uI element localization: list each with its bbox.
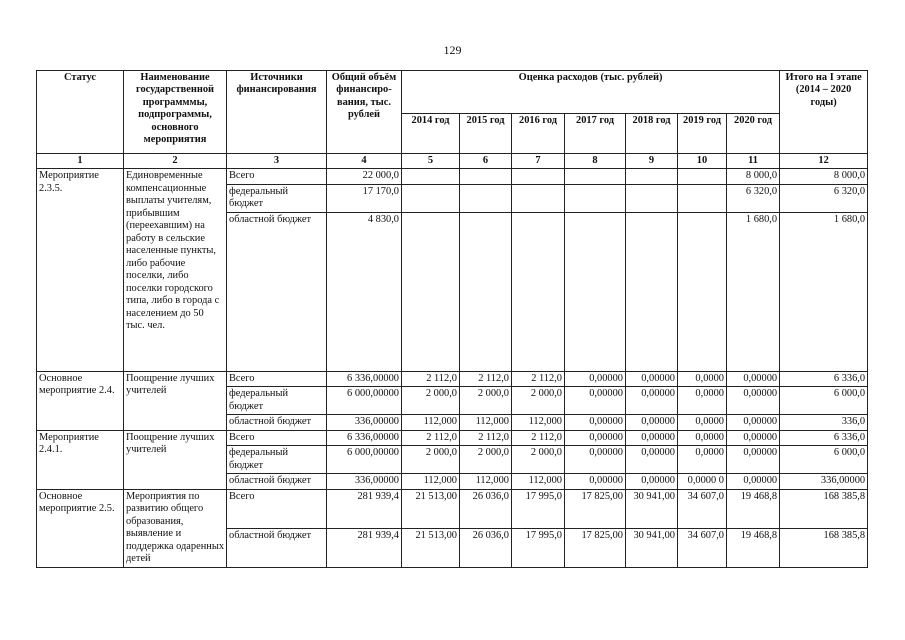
row-total: 22 000,0 <box>327 169 402 184</box>
row-source: федеральный бюджет <box>227 184 327 212</box>
header-stage-total: Итого на I этапе (2014 – 2020 годы) <box>780 71 868 154</box>
row-source: областной бюджет <box>227 415 327 430</box>
row-year-value: 0,00000 <box>727 430 780 445</box>
row-year-value: 2 112,0 <box>460 430 512 445</box>
row-year-value: 2 000,0 <box>402 387 460 415</box>
row-name: Поощрение лучших учителей <box>124 430 227 489</box>
row-year-value: 17 825,00 <box>565 489 626 528</box>
column-number: 5 <box>402 154 460 169</box>
row-total: 336,00000 <box>327 415 402 430</box>
header-sources: Источники финансирования <box>227 71 327 154</box>
row-year-value: 30 941,00 <box>626 489 678 528</box>
row-year-value: 21 513,00 <box>402 489 460 528</box>
row-year-value: 0,00000 <box>727 446 780 474</box>
row-total: 17 170,0 <box>327 184 402 212</box>
row-total: 6 336,00000 <box>327 430 402 445</box>
column-number: 8 <box>565 154 626 169</box>
row-status: Основное мероприятие 2.4. <box>37 371 124 430</box>
row-year-value: 0,00000 <box>727 371 780 386</box>
table-row <box>37 371 868 386</box>
row-year-value: 19 468,8 <box>727 528 780 567</box>
row-total: 4 830,0 <box>327 212 402 371</box>
row-year-value <box>512 169 565 184</box>
column-number: 4 <box>327 154 402 169</box>
header-year: 2014 год <box>402 114 460 154</box>
table-row <box>37 430 868 445</box>
row-year-value: 26 036,0 <box>460 489 512 528</box>
row-year-value: 30 941,00 <box>626 528 678 567</box>
row-stage-total: 6 320,0 <box>780 184 868 212</box>
row-stage-total: 168 385,8 <box>780 528 868 567</box>
row-stage-total: 168 385,8 <box>780 489 868 528</box>
row-year-value <box>626 212 678 371</box>
row-year-value: 2 112,0 <box>512 371 565 386</box>
row-year-value: 0,00000 <box>727 415 780 430</box>
row-year-value: 19 468,8 <box>727 489 780 528</box>
row-year-value: 0,00000 <box>565 371 626 386</box>
row-year-value: 17 995,0 <box>512 489 565 528</box>
row-stage-total: 336,00000 <box>780 474 868 489</box>
table-row <box>37 489 868 528</box>
row-year-value <box>402 212 460 371</box>
row-year-value: 0,00000 <box>626 430 678 445</box>
column-number: 2 <box>124 154 227 169</box>
header-estimate: Оценка расходов (тыс. рублей) <box>402 71 780 114</box>
row-stage-total: 6 336,0 <box>780 430 868 445</box>
row-year-value <box>565 184 626 212</box>
row-year-value: 8 000,0 <box>727 169 780 184</box>
header-total: Общий объём финансиро-вания, тыс. рублей <box>327 71 402 154</box>
row-year-value <box>460 169 512 184</box>
row-source: областной бюджет <box>227 528 327 567</box>
row-year-value: 0,00000 <box>626 446 678 474</box>
row-stage-total: 6 336,0 <box>780 371 868 386</box>
header-status: Статус <box>37 71 124 154</box>
column-numbers-row <box>37 154 868 169</box>
row-year-value: 0,00000 <box>727 474 780 489</box>
row-total: 6 000,00000 <box>327 387 402 415</box>
row-year-value: 0,00000 <box>565 387 626 415</box>
row-year-value: 0,00000 <box>626 387 678 415</box>
row-source: Всего <box>227 169 327 184</box>
header-name: Наименование государственной программмы, подпрограммы, основного мероприятия <box>124 71 227 154</box>
row-stage-total: 1 680,0 <box>780 212 868 371</box>
row-year-value: 2 000,0 <box>512 387 565 415</box>
header-year: 2018 год <box>626 114 678 154</box>
row-year-value <box>512 212 565 371</box>
row-year-value: 0,00000 <box>565 430 626 445</box>
row-year-value <box>626 169 678 184</box>
row-year-value <box>565 212 626 371</box>
column-number: 6 <box>460 154 512 169</box>
row-year-value: 0,0000 <box>678 446 727 474</box>
row-year-value: 0,00000 <box>565 474 626 489</box>
row-year-value: 0,0000 <box>678 430 727 445</box>
row-year-value: 0,0000 <box>678 415 727 430</box>
header-year: 2015 год <box>460 114 512 154</box>
row-year-value: 17 995,0 <box>512 528 565 567</box>
row-year-value: 112,000 <box>460 415 512 430</box>
budget-table <box>36 70 868 568</box>
row-year-value: 0,00000 <box>626 371 678 386</box>
row-year-value <box>678 184 727 212</box>
row-year-value: 112,000 <box>402 415 460 430</box>
row-year-value <box>626 184 678 212</box>
table-row <box>37 169 868 184</box>
column-number: 1 <box>37 154 124 169</box>
row-year-value: 0,00000 <box>727 387 780 415</box>
header-year: 2016 год <box>512 114 565 154</box>
row-source: областной бюджет <box>227 212 327 371</box>
header-year: 2017 год <box>565 114 626 154</box>
row-name: Мероприятия по развитию общего образования, выявление и поддержка одаренных детей <box>124 489 227 567</box>
column-number: 10 <box>678 154 727 169</box>
row-year-value: 2 000,0 <box>512 446 565 474</box>
row-year-value: 0,00000 <box>565 446 626 474</box>
row-year-value <box>402 184 460 212</box>
row-year-value: 34 607,0 <box>678 489 727 528</box>
page-number: 129 <box>443 43 462 57</box>
row-year-value: 0,0000 <box>678 371 727 386</box>
header-year: 2019 год <box>678 114 727 154</box>
row-year-value: 0,00000 <box>626 474 678 489</box>
row-stage-total: 8 000,0 <box>780 169 868 184</box>
row-year-value: 2 112,0 <box>512 430 565 445</box>
row-year-value: 112,000 <box>512 474 565 489</box>
column-number: 12 <box>780 154 868 169</box>
row-year-value <box>678 212 727 371</box>
row-year-value <box>402 169 460 184</box>
row-total: 281 939,4 <box>327 528 402 567</box>
row-year-value <box>460 212 512 371</box>
row-year-value: 2 000,0 <box>402 446 460 474</box>
row-year-value: 2 000,0 <box>460 446 512 474</box>
row-total: 6 336,00000 <box>327 371 402 386</box>
row-year-value: 6 320,0 <box>727 184 780 212</box>
row-year-value: 2 112,0 <box>402 430 460 445</box>
row-year-value <box>565 169 626 184</box>
row-total: 6 000,00000 <box>327 446 402 474</box>
header-year: 2020 год <box>727 114 780 154</box>
row-stage-total: 6 000,0 <box>780 446 868 474</box>
row-year-value: 0,00000 <box>565 415 626 430</box>
row-name: Единовременные компенсационные выплаты учителям, прибывшим (переехавшим) на работу в сельские населенные пункты, либо рабочие поселки, либо поселки городского типа, либо в города с населением до 50 тыс. чел. <box>124 169 227 371</box>
row-year-value: 1 680,0 <box>727 212 780 371</box>
row-stage-total: 6 000,0 <box>780 387 868 415</box>
row-year-value: 0,0000 0 <box>678 474 727 489</box>
row-year-value: 0,0000 <box>678 387 727 415</box>
row-year-value: 17 825,00 <box>565 528 626 567</box>
row-year-value: 34 607,0 <box>678 528 727 567</box>
row-status: Основное мероприятие 2.5. <box>37 489 124 567</box>
row-year-value: 2 000,0 <box>460 387 512 415</box>
row-year-value: 2 112,0 <box>460 371 512 386</box>
row-source: федеральный бюджет <box>227 446 327 474</box>
row-total: 281 939,4 <box>327 489 402 528</box>
row-year-value: 21 513,00 <box>402 528 460 567</box>
row-source: Всего <box>227 371 327 386</box>
row-source: Всего <box>227 430 327 445</box>
column-number: 7 <box>512 154 565 169</box>
column-number: 9 <box>626 154 678 169</box>
row-stage-total: 336,0 <box>780 415 868 430</box>
row-year-value <box>460 184 512 212</box>
row-status: Мероприятие 2.4.1. <box>37 430 124 489</box>
row-name: Поощрение лучших учителей <box>124 371 227 430</box>
row-year-value: 0,00000 <box>626 415 678 430</box>
row-year-value <box>512 184 565 212</box>
row-source: Всего <box>227 489 327 528</box>
row-total: 336,00000 <box>327 474 402 489</box>
row-year-value: 112,000 <box>460 474 512 489</box>
row-source: областной бюджет <box>227 474 327 489</box>
column-number: 11 <box>727 154 780 169</box>
row-status: Мероприятие 2.3.5. <box>37 169 124 371</box>
row-year-value: 112,000 <box>402 474 460 489</box>
row-source: федеральный бюджет <box>227 387 327 415</box>
row-year-value: 26 036,0 <box>460 528 512 567</box>
row-year-value <box>678 169 727 184</box>
row-year-value: 2 112,0 <box>402 371 460 386</box>
row-year-value: 112,000 <box>512 415 565 430</box>
column-number: 3 <box>227 154 327 169</box>
